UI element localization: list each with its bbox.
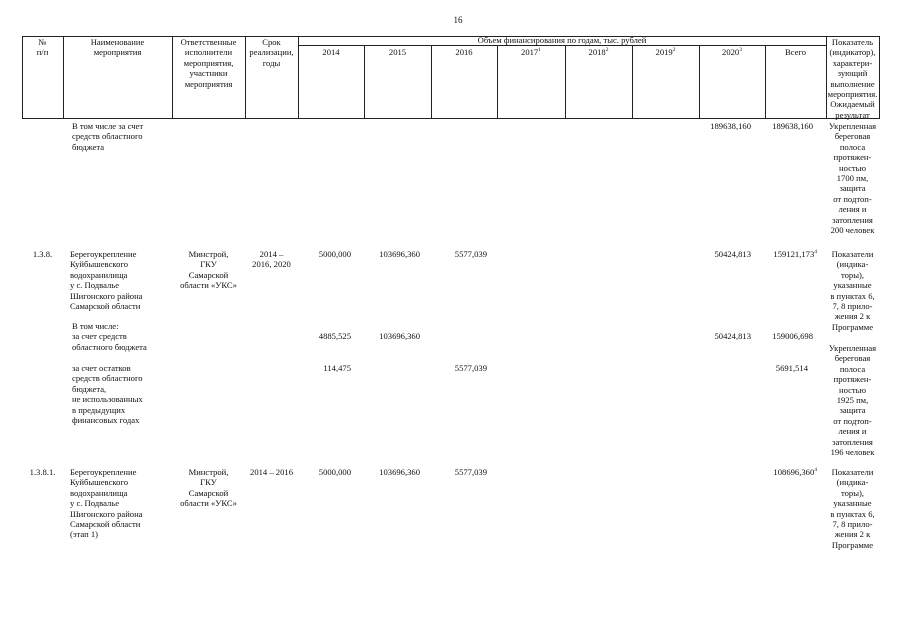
row-indicator: Показатели (индика- торы), указанные в пунктах 6, 7, 8 прило- жения 2 к Программе bbox=[830, 249, 875, 332]
header-num: № п/п bbox=[36, 37, 49, 58]
row-2015: 103696,360 bbox=[379, 331, 420, 341]
row-2016: 5577,039 bbox=[454, 363, 487, 373]
row-result: Укрепленная береговая полоса протяжен- ностью 1700 пм, защита от подтоп- ления и затопления 200 человек bbox=[828, 121, 877, 236]
row-name: В том числе за счет средств областного бюджета bbox=[72, 121, 144, 152]
header-bottom-border bbox=[22, 118, 879, 119]
header-financing: Объем финансирования по годам, тыс. рублей bbox=[477, 35, 647, 45]
row-name: Берегоукрепление Куйбышевского водохранилища у с. Подвалье Шигонского района Самарской области bbox=[70, 249, 143, 312]
row-2016: 5577,039 bbox=[454, 467, 487, 477]
row-total: 159006,698 bbox=[772, 331, 813, 341]
row-2014: 4885,525 bbox=[318, 331, 351, 341]
row-total: 159121,173$^4$ bbox=[773, 249, 817, 259]
year-2017-note: 1 bbox=[538, 47, 541, 53]
row-name: Берегоукрепление Куйбышевского водохранилища у с. Подвалье Шигонского района Самарской области (этап 1) bbox=[70, 467, 143, 540]
row-indicator: Показатели (индика- торы), указанные в пунктах 6, 7, 8 прило- жения 2 к Программе bbox=[830, 467, 875, 550]
header-indicator: Показатель (индикатор), характери- зующий выполнение мероприятия. Ожидаемый результат bbox=[827, 37, 878, 120]
row-total: 5691,514 bbox=[775, 363, 808, 373]
row-2014: 5000,000 bbox=[318, 467, 351, 477]
year-2018: 2018$^2$ bbox=[588, 47, 609, 57]
row-2016: 5577,039 bbox=[454, 249, 487, 259]
page-number: 16 bbox=[453, 15, 463, 25]
row-2020: 50424,813 bbox=[714, 249, 751, 259]
row-total: 189638,160 bbox=[772, 121, 813, 131]
row-total-note: 4 bbox=[814, 249, 817, 255]
row-name: В том числе: за счет средств областного бюджета bbox=[72, 321, 147, 352]
year-2016: 2016 bbox=[455, 47, 473, 57]
row-total: 108696,360$^4$ bbox=[773, 467, 817, 477]
row-2015: 103696,360 bbox=[379, 249, 420, 259]
col-border bbox=[879, 36, 880, 119]
row-executors: Минстрой, ГКУ Самарской области «УКС» bbox=[180, 249, 237, 291]
row-2014: 5000,000 bbox=[318, 249, 351, 259]
row-executors: Минстрой, ГКУ Самарской области «УКС» bbox=[180, 467, 237, 509]
row-result: Укрепленная береговая полоса протяжен- ностью 1925 пм, защита от подтоп- ления и затопления 196 человек bbox=[828, 343, 877, 458]
header-executors: Ответственные исполнители мероприятия, участники мероприятия bbox=[180, 37, 237, 89]
row-num: 1.3.8.1. bbox=[29, 467, 56, 477]
year-2019-note: 2 bbox=[672, 47, 676, 53]
year-2020-note: 3 bbox=[739, 47, 742, 53]
year-2020: 2020$^3$ bbox=[722, 47, 742, 57]
year-2019: 2019$^2$ bbox=[655, 47, 676, 57]
row-num: 1.3.8. bbox=[32, 249, 53, 259]
header-name: Наименование мероприятия bbox=[90, 37, 145, 58]
row-term: 2014 – 2016 bbox=[250, 467, 293, 477]
header-term: Срок реализации, годы bbox=[249, 37, 294, 68]
row-term: 2014 – 2016, 2020 bbox=[252, 249, 291, 270]
year-2018-note: 2 bbox=[605, 47, 609, 53]
year-2014: 2014 bbox=[322, 47, 340, 57]
year-2015: 2015 bbox=[388, 47, 407, 57]
year-total: Всего bbox=[784, 47, 807, 57]
row-2020: 189638,160 bbox=[710, 121, 751, 131]
row-total-note: 4 bbox=[814, 467, 817, 473]
row-2015: 103696,360 bbox=[379, 467, 420, 477]
row-2014: 114,475 bbox=[323, 363, 351, 373]
year-2017: 2017$^1$ bbox=[521, 47, 541, 57]
row-2020: 50424,813 bbox=[714, 331, 751, 341]
row-name: за счет остатков средств областного бюджета, не использованных в предыдущих финансовых годах bbox=[72, 363, 143, 426]
